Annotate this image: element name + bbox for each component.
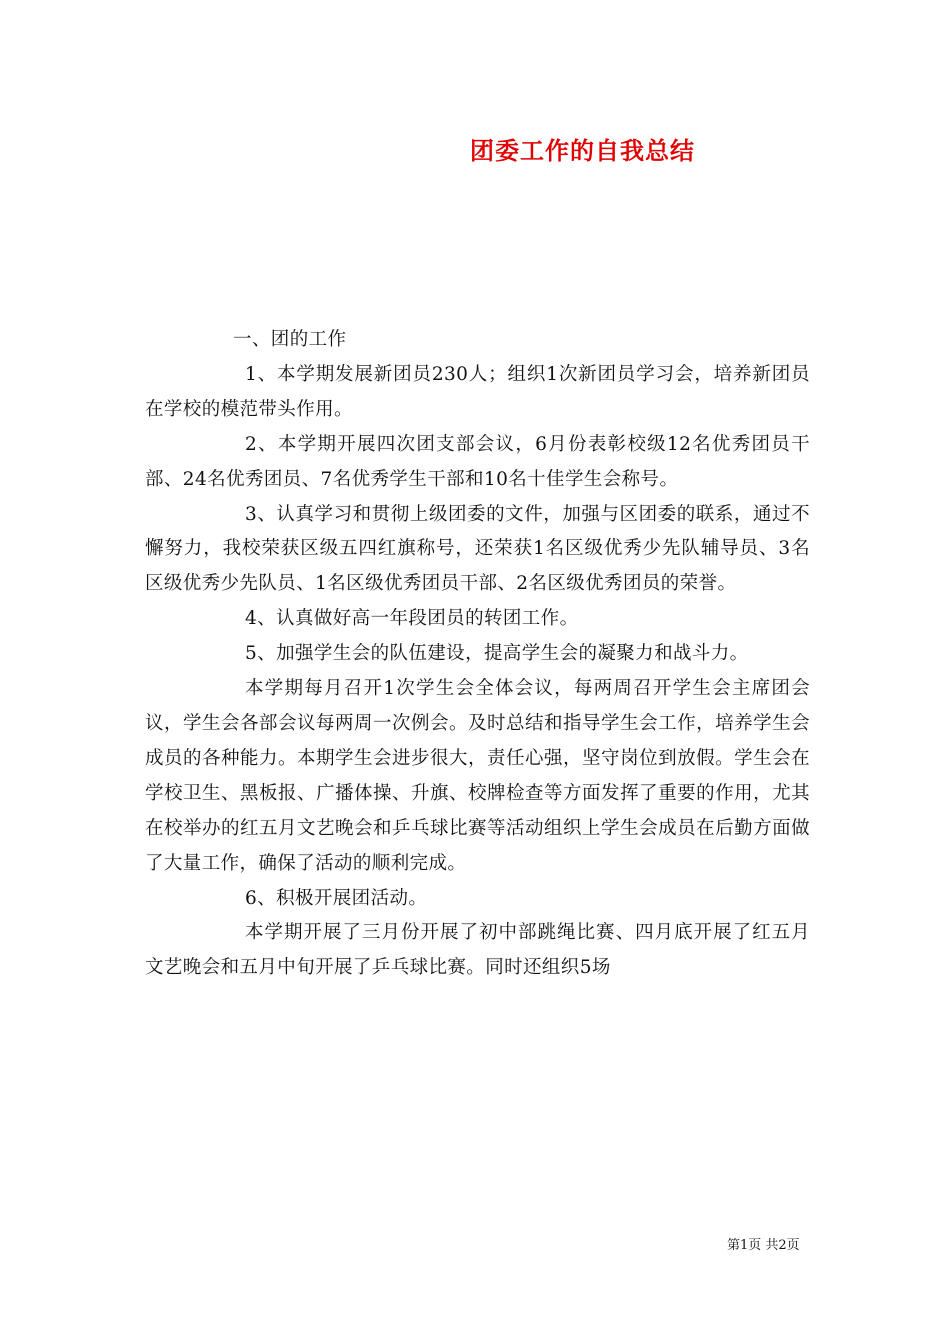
document-body (145, 323, 810, 986)
document-title: 团委工作的自我总结 (470, 136, 695, 165)
paragraph: 本学期每月召开1次学生会全体会议，每两周召开学生会主席团会议，学生会各部会议每两周一次例会。及时总结和指导学生会工作，培养学生会成员的各种能力。本期学生会进步很大，责任心强，坚守岗位到放假。学生会在学校卫生、黑板报、广播体操、升旗、校牌检查等方面发挥了重要的作用，尤其在校举办的红五月文艺晚会和乒乓球比赛等活动组织上学生会成员在后勤方面做了大量工作，确保了活动的顺利完成。 (145, 678, 810, 874)
section-heading: 一、团的工作 (233, 329, 347, 350)
paragraph: 3、认真学习和贯彻上级团委的文件，加强与区团委的联系，通过不懈努力，我校荣获区级五四红旗称号，还荣获1名区级优秀少先队辅导员、3名区级优秀少先队员、1名区级优秀团员干部、2名区级优秀团员的荣誉。 (145, 503, 810, 595)
paragraph: 6、积极开展团活动。 (245, 887, 428, 909)
paragraph: 1、本学期发展新团员230人；组织1次新团员学习会，培养新团员在学校的模范带头作用。 (145, 363, 810, 420)
paragraph: 4、认真做好高一年段团员的转团工作。 (245, 608, 579, 630)
paragraph: 本学期开展了三月份开展了初中部跳绳比赛、四月底开展了红五月文艺晚会和五月中旬开展了乒乓球比赛。同时还组织5场 (145, 922, 810, 979)
page-number: 第1页 共2页 (727, 1238, 800, 1253)
paragraph: 2、本学期开展四次团支部会议，6月份表彰校级12名优秀团员干部、24名优秀团员、7名优秀学生干部和10名十佳学生会称号。 (145, 433, 810, 490)
paragraph: 5、加强学生会的队伍建设，提高学生会的凝聚力和战斗力。 (245, 643, 749, 665)
